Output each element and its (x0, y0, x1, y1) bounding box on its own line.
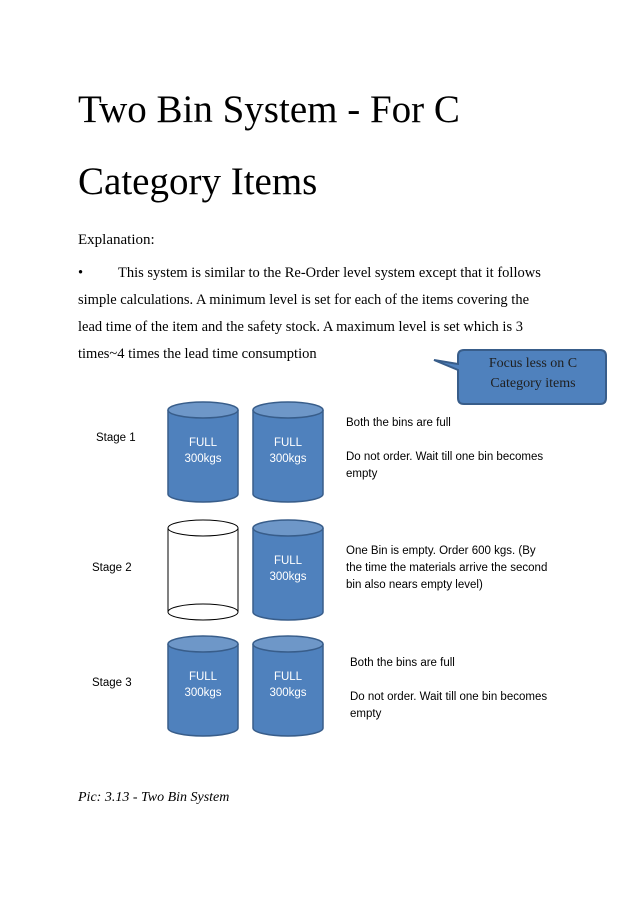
description-line (350, 672, 555, 689)
bin-quantity: 300kgs (184, 687, 222, 699)
bin-label (254, 435, 322, 467)
stage-label: Stage 1 (96, 432, 136, 444)
bin-status: FULL (273, 671, 303, 683)
bin-label (169, 435, 237, 467)
callout-line-1: Focus less on C (488, 356, 578, 371)
bin-quantity: 300kgs (269, 453, 307, 465)
description-line (346, 432, 551, 449)
stage-label: Stage 3 (92, 677, 132, 689)
bin-quantity: 300kgs (269, 571, 307, 583)
description-line: Both the bins are full (346, 417, 451, 429)
stage-description (346, 415, 551, 483)
callout-line-2: Category items (490, 376, 576, 391)
bin-empty (168, 520, 238, 620)
description-line: One Bin is empty. Order 600 kgs. (By the time the materials arrive the second bin also nears empty level) (346, 545, 548, 591)
bin-status: FULL (273, 437, 303, 449)
bullet-symbol: • (78, 265, 84, 281)
bin-status: FULL (273, 555, 303, 567)
description-line: Both the bins are full (350, 657, 455, 669)
page-title: Two Bin System - For C Category Items (78, 88, 460, 203)
bin-label (169, 669, 237, 701)
figure-caption: Pic: 3.13 - Two Bin System (78, 790, 230, 805)
bin-status: FULL (188, 437, 218, 449)
description-line: Do not order. Wait till one bin becomes empty (346, 451, 544, 480)
stage-description (346, 543, 551, 594)
bin-status: FULL (188, 671, 218, 683)
bin-label (254, 553, 322, 585)
bin-quantity: 300kgs (184, 453, 222, 465)
stage-label: Stage 2 (92, 562, 132, 574)
description-line: Do not order. Wait till one bin becomes empty (350, 691, 548, 720)
bin-quantity: 300kgs (269, 687, 307, 699)
stage-description (350, 655, 555, 723)
bin-label (254, 669, 322, 701)
bullet-text: This system is similar to the Re-Order level system except that it follows simple calculations. A minimum level is set for each of the items covering the lead time of the item and the safety stock. A maximum level is set which is 3 times~4 times the lead time consumption (78, 265, 541, 362)
explanation-heading: Explanation: (78, 232, 155, 248)
